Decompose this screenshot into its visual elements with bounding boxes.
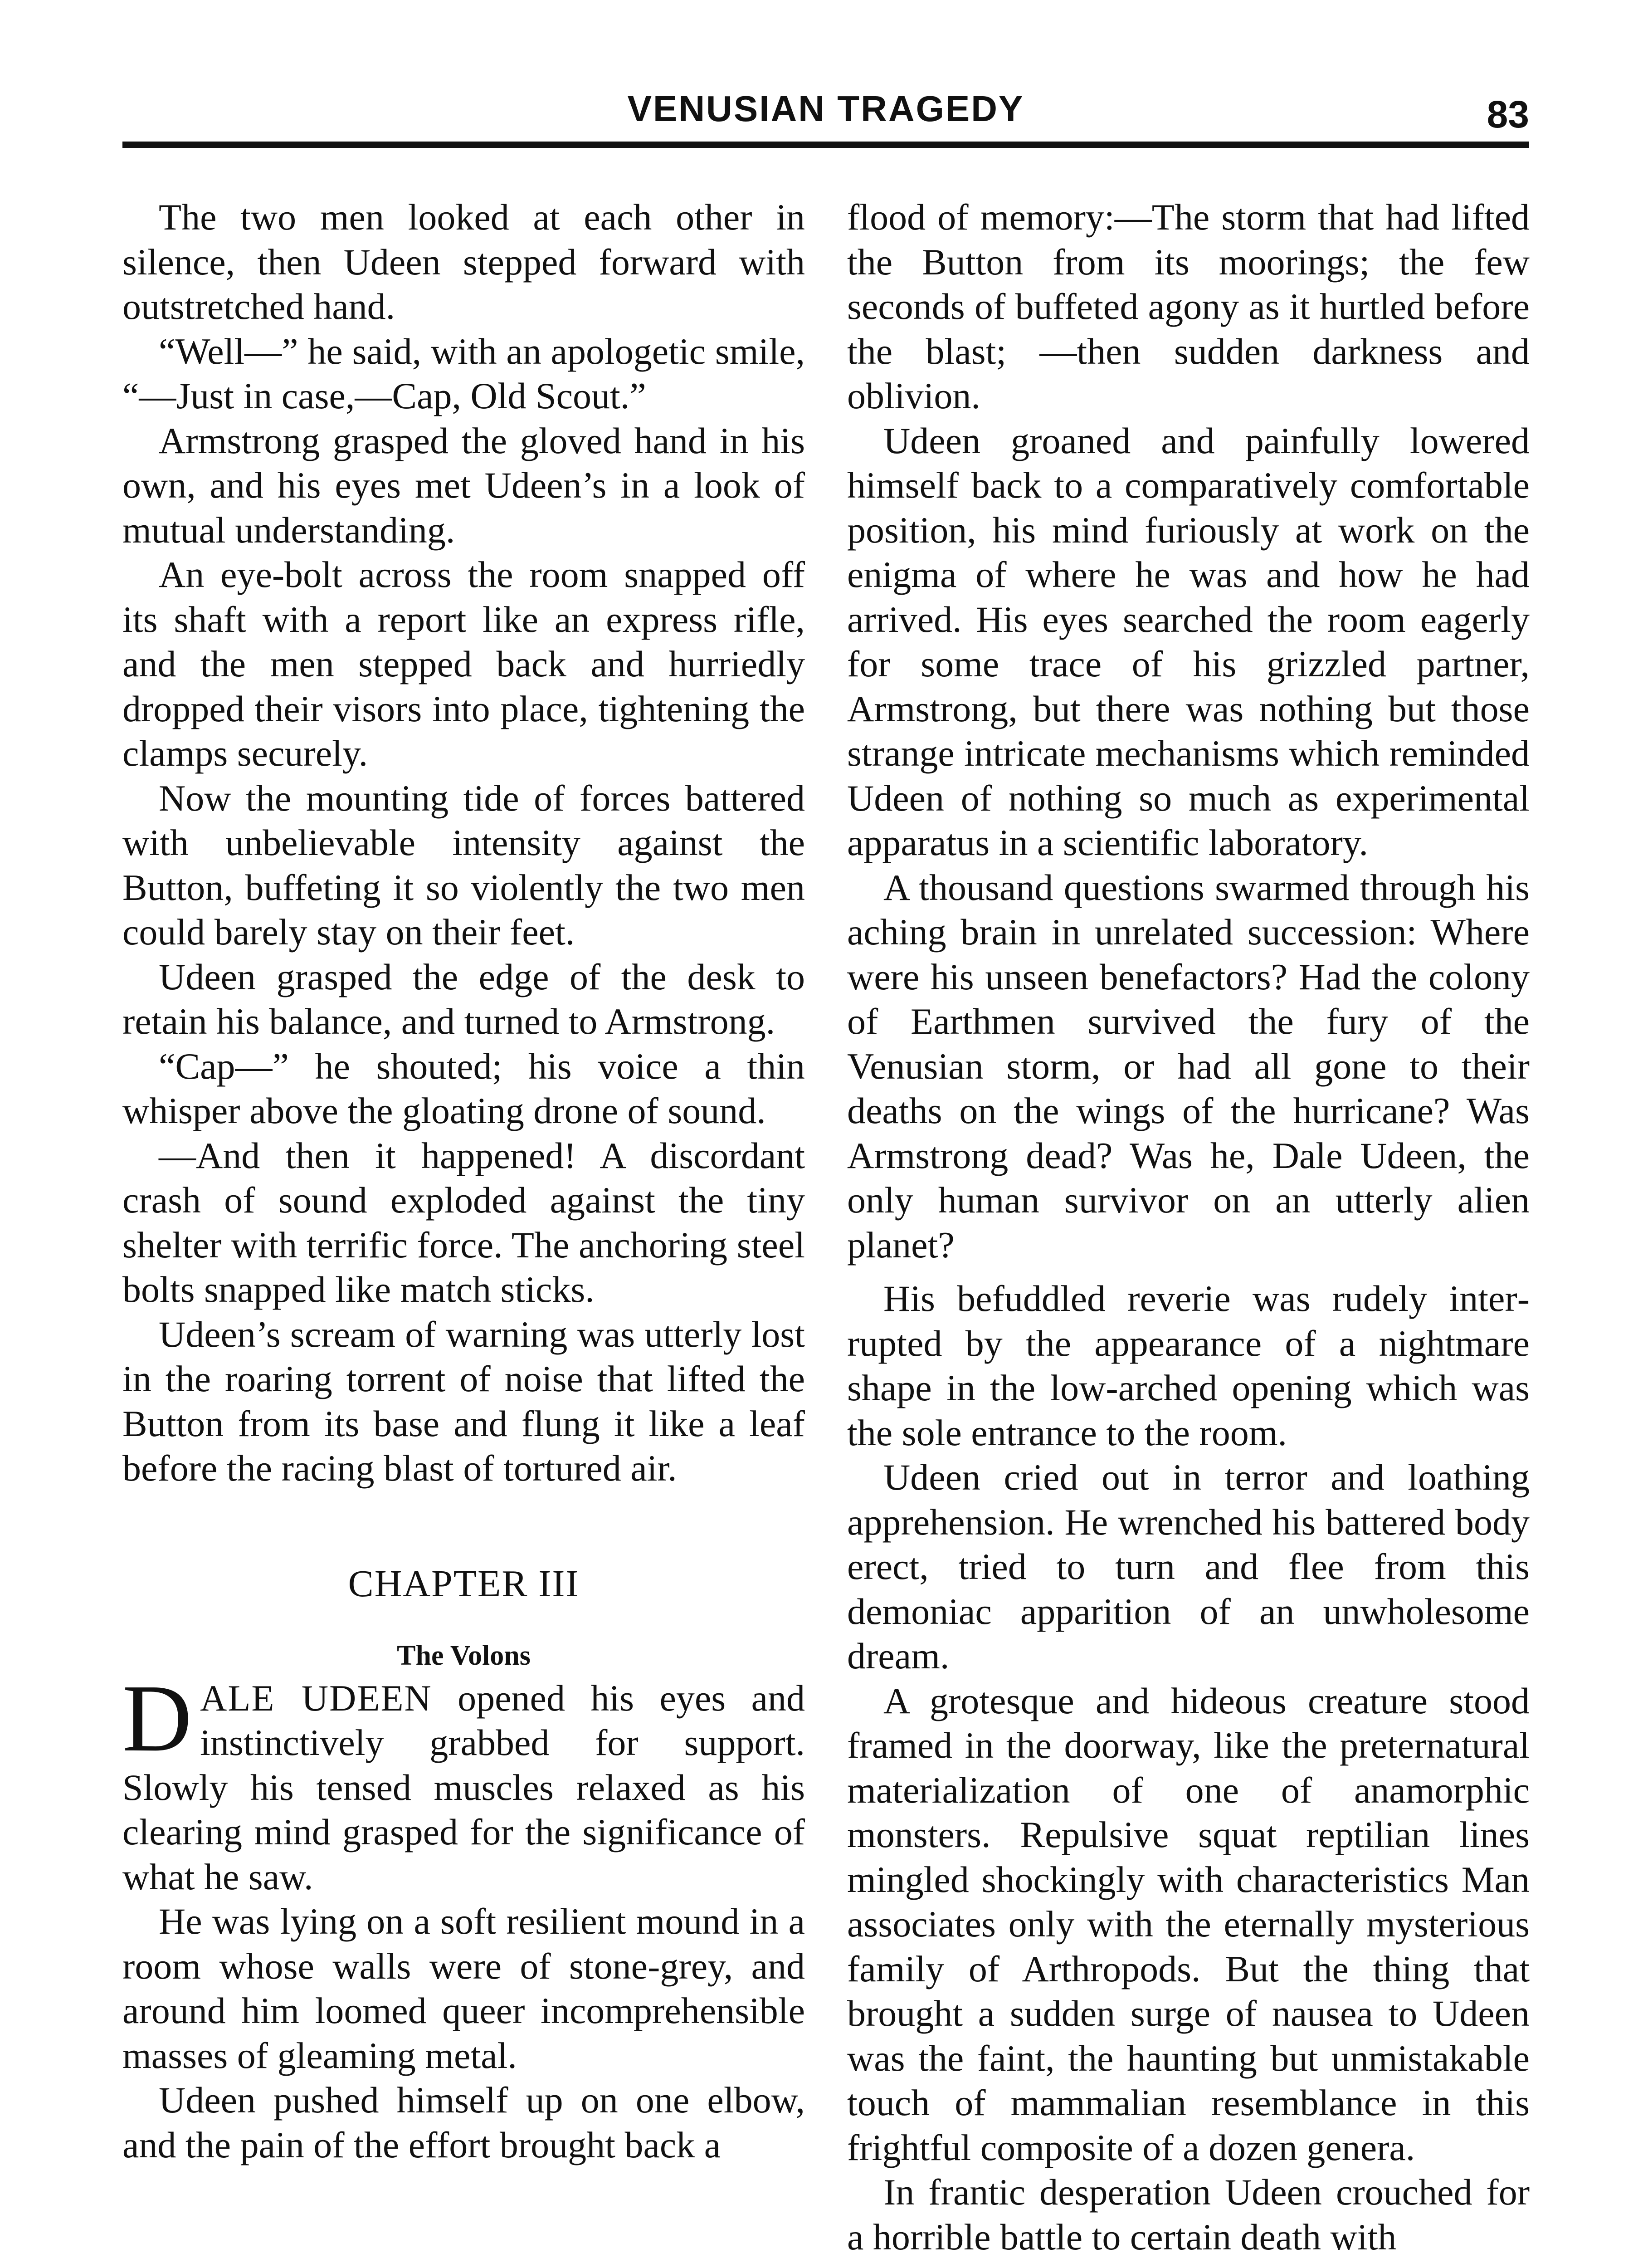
paragraph: “Cap—” he shouted; his voice a thin whisper above the gloating drone of sound. [122,1045,805,1131]
chapter-opening-paragraph [122,1664,805,1900]
paragraph: Udeen grasped the edge of the desk to retain his balance, and turned to Armstrong. [122,956,805,1042]
paragraph: —And then it happened! A discordant crash of sound exploded against the tiny shelter with terrific force. The anchoring steel bolts snapped like match sticks. [122,1134,805,1310]
small-caps-lead: ALE UDEEN [200,1677,432,1719]
paragraph: A thousand questions swarmed through his aching brain in unrelated succession: Where were his unseen benefactors? Had the colony of Earthmen survived the fury of the Venusian storm, or had all gone to their deaths on the wings of the hurricane? Was Armstrong dead? Was he, Dale Udeen, the only human survivor on an utterly alien planet? [847,866,1530,1266]
running-title: VENUSIAN TRAGEDY [627,88,1024,129]
left-column [122,195,805,2167]
paragraph: An eye-bolt across the room snapped off its shaft with a report like an express rifle, and the men stepped back and hurriedly dropped their visors into place, tightening the clamps securely. [122,554,805,774]
paragraph: Udeen pushed himself up on one elbow, and the pain of the effort brought back a [122,2079,805,2165]
drop-cap: D [122,1664,192,1771]
paragraph: The two men looked at each other in silence, then Udeen stepped forward with outstretched hand. [122,196,805,327]
chapter-heading: CHAPTER III [348,1562,580,1605]
paragraph: Now the mounting tide of forces battered with unbelievable intensity against the Button, buffeting it so violently the two men could barely stay on their feet. [122,777,805,953]
paragraph: flood of memory:—The storm that had lifted the Button from its moorings; the few seconds of buffeted agony as it hurtled before the blast; —then sudden darkness and oblivion. [847,196,1530,416]
paragraph: Armstrong grasped the gloved hand in his own, and his eyes met Udeen’s in a look of mutual understanding. [122,420,805,551]
paragraph: He was lying on a soft resilient mound in a room whose walls were of stone-grey, and around him loomed queer incomprehensible masses of gleaming metal. [122,1901,805,2076]
chapter-subtitle: The Volons [397,1640,531,1671]
paragraph: His befuddled reverie was rudely interrupted by the appearance of a nightmare shape in the low-arched opening which was the sole entrance to the room. [847,1278,1530,1453]
right-column [847,195,1530,2259]
paragraph: Udeen groaned and painfully lowered himself back to a comparatively comfortable position, his mind furiously at work on the enigma of where he was and how he had arrived. His eyes searched the room eagerly for some trace of his grizzled partner, Armstrong, but there was nothing but those strange intricate mechanisms which reminded Udeen of nothing so much as experimental apparatus in a scientific laboratory. [847,420,1530,863]
paragraph-text: opened his eyes and instinctively grabbed for support. Slowly his tensed muscles relaxed as his clearing mind grasped for the significance of what he saw. [122,1677,805,1897]
paragraph: In frantic desperation Udeen crouched for a horrible battle to certain death with [847,2171,1530,2258]
running-head [122,86,1529,150]
header-rule [122,142,1529,148]
paragraph: “Well—” he said, with an apologetic smile, “—Just in case,—Cap, Old Scout.” [122,330,805,416]
page-number: 83 [1487,93,1529,136]
paragraph: Udeen cried out in terror and loathing apprehension. He wrenched his battered body erect, tried to turn and flee from this demoniac apparition of an unwholesome dream. [847,1457,1530,1677]
paragraph: A grotesque and hideous creature stood framed in the doorway, like the preternatural materialization of one of anamorphic monsters. Repulsive squat reptilian lines mingled shockingly with characteristics Man associates only with the eternally mysterious family of Arthropods. But the thing that brought a sudden surge of nausea to Udeen was the faint, the haunting but unmistakable touch of mammalian resemblance in this frightful composite of a dozen genera. [847,1680,1530,2168]
paragraph: Udeen’s scream of warning was utterly lost in the roaring torrent of noise that lifted the Button from its base and flung it like a leaf before the racing blast of tortured air. [122,1313,805,1489]
